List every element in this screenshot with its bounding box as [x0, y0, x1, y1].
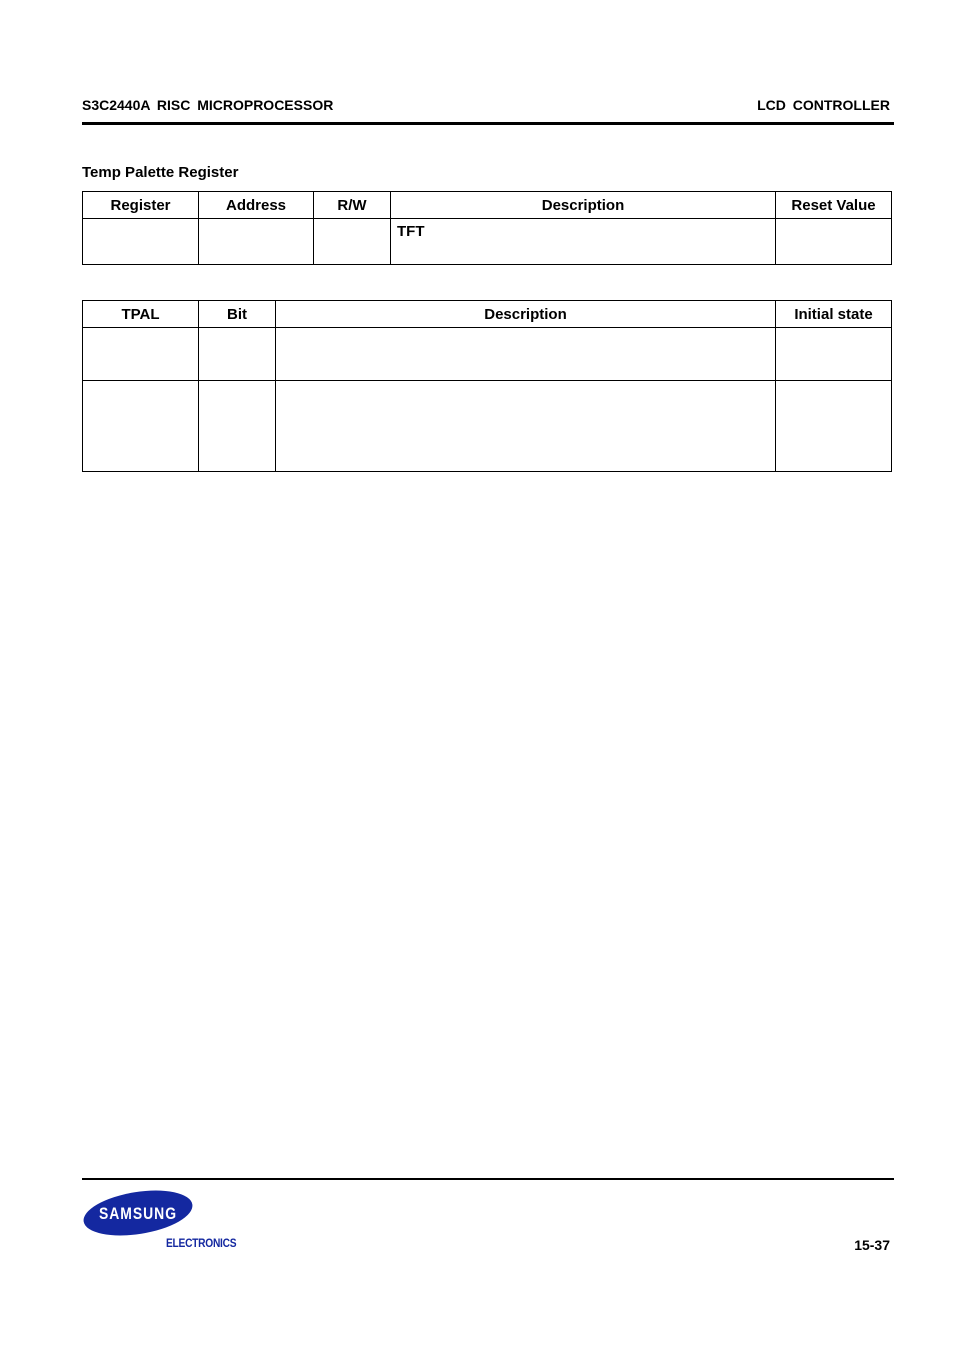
col-header-bit: Bit: [199, 301, 276, 328]
cell-tpal: [83, 328, 199, 381]
header-title-left: S3C2440A RISC MICROPROCESSOR: [82, 97, 334, 113]
samsung-logo: [82, 1189, 194, 1237]
header-title-right: LCD CONTROLLER: [757, 97, 890, 113]
register-table: [82, 191, 892, 265]
cell-address: [199, 219, 314, 265]
col-header-register: Register: [83, 192, 199, 219]
col-header-rw: R/W: [314, 192, 391, 219]
cell-initial-state: [776, 381, 892, 472]
col-header-reset-value: Reset Value: [776, 192, 892, 219]
cell-bit: [199, 381, 276, 472]
col-header-tpal: TPAL: [83, 301, 199, 328]
cell-description: [276, 328, 776, 381]
col-header-initial-state: Initial state: [776, 301, 892, 328]
svg-text:SAMSUNG: SAMSUNG: [98, 1204, 178, 1224]
table-row: [83, 328, 892, 381]
table-header-row: [83, 301, 892, 328]
col-header-description: Description: [391, 192, 776, 219]
cell-description: [391, 219, 776, 265]
section-title: Temp Palette Register: [82, 164, 239, 181]
electronics-wordmark: ELECTRONICS: [166, 1236, 237, 1250]
col-header-address: Address: [199, 192, 314, 219]
table-row: [83, 219, 892, 265]
cell-rw: [314, 219, 391, 265]
bit-table: [82, 300, 892, 472]
table-row: [83, 381, 892, 472]
cell-register: [83, 219, 199, 265]
page-number: 15-37: [854, 1237, 890, 1253]
header-rule: [82, 122, 894, 125]
cell-reset-value: [776, 219, 892, 265]
table-header-row: [83, 192, 892, 219]
col-header-description: Description: [276, 301, 776, 328]
cell-tpal: [83, 381, 199, 472]
cell-bit: [199, 328, 276, 381]
samsung-logo-icon: [82, 1189, 194, 1237]
description-tft-text: TFT: [397, 223, 425, 240]
footer-rule: [82, 1178, 894, 1180]
cell-initial-state: [776, 328, 892, 381]
cell-description: [276, 381, 776, 472]
